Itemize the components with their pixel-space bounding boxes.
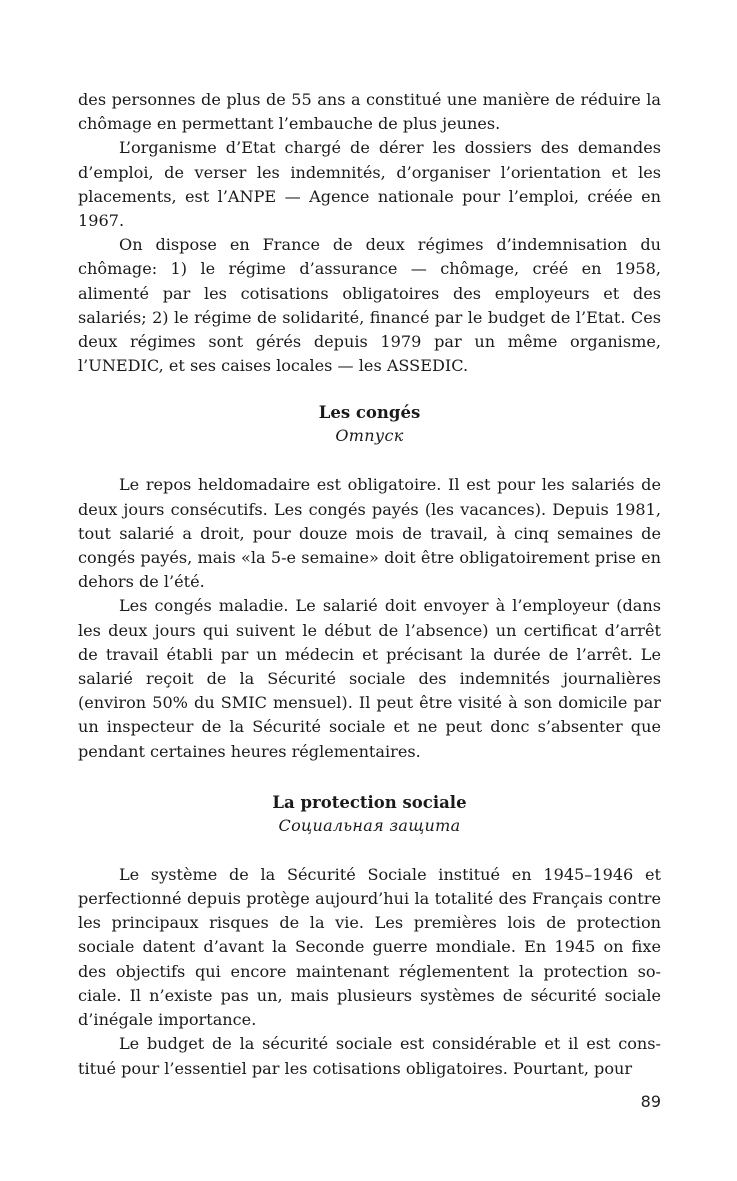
conges-paragraph-1: Le repos heldomadaire est obligatoire. Il est pour les salariés de deux jours consécutifs. Les congés payés (les vacances). Depuis 1981, tout salarié a droit, pour douze mois de travail, à cinq semaines de congés payés, mais «la 5-e semaine» doit être obligatoirement prise en dehors de l’été. [78,475,661,592]
section-title: Les congés [318,403,421,423]
section-heading-protection [78,791,661,837]
section-subtitle: Отпуск [335,426,404,446]
conges-paragraph-2: Les congés maladie. Le salarié doit envoyer à l’employeur (dans les deux jours qui suivent le début de l’absence) un certificat d’arrêt de travail établi par un médecin et précisant la durée de l’arrêt. Le salarié reçoit de la Sécurité sociale des indemnités journalières (environ 50% du SMIC mensuel). Il peut être visité à son domicile par un inspecteur de la Sécurité sociale et ne peut donc s’absenter que pendant certaines heures réglementaires. [78,596,661,761]
intro-paragraph-2: L’organisme d’Etat chargé de dérer les dossiers des demandes d’emploi, de verser les indemnités, d’organiser l’orientation et les placements, est l’ANPE — Agence nationale pour l’emploi, créée en 1967. [78,138,661,231]
protection-paragraph-1: Le système de la Sécurité Sociale institué en 1945–1946 et perfectionné depuis protège aujourd’hui la totalité des Français contre les principaux risques de la vie. Les premières lois de protection sociale datent d’avant la Seconde guerre mondiale. En 1945 on fixe des objectifs qui encore maintenant réglementent la protection sociale. Il n’existe pas un, mais plusieurs systèmes de sécurité sociale d’inégale importance. [78,864,661,1030]
page-number: 89 [640,1092,661,1111]
section-heading-conges [78,401,661,447]
intro-paragraph-1: des personnes de plus de 55 ans a constitué une manière de réduire la chômage en permettant l’embauche de plus jeunes. [78,90,661,134]
intro-paragraph-3: On dispose en France de deux régimes d’indemnisation du chômage: 1) le régime d’assurance — chômage, créé en 1958, alimenté par les cotisations obligatoires des employeurs et des salariés; 2) le régime de solidarité, financé par le budget de l’Etat. Ces deux régimes sont gérés depuis 1979 par un même organisme, l’UNEDIC, et ses caises locales — les ASSEDIC. [78,235,661,376]
section-title: La protection sociale [272,792,467,812]
protection-paragraph-2: Le budget de la sécurité sociale est considérable et il est constitué pour l’essentiel par les cotisations obligatoires. Pourtant, pour [78,1034,661,1078]
section-subtitle: Социальная защита [278,815,461,835]
page-body [78,88,661,1081]
